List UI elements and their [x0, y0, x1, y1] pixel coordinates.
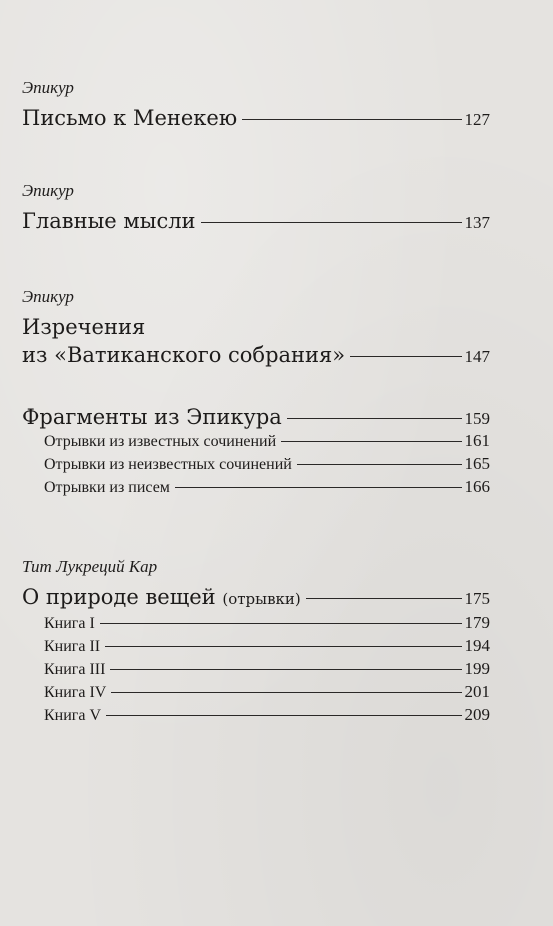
toc-subrow[interactable] [44, 454, 490, 477]
entry-title-note: (отрывки) [222, 590, 301, 608]
subentry-title: Отрывки из известных сочинений [44, 433, 277, 450]
dot-leader [201, 222, 462, 223]
entry-title: Фрагменты из Эпикура [22, 405, 282, 429]
entry-author: Эпикур [22, 78, 74, 97]
entry-title-line1: Изречения [22, 315, 146, 339]
dot-leader [111, 692, 461, 693]
dot-leader [306, 598, 462, 599]
subentry-page-number: 165 [464, 454, 490, 473]
toc-row[interactable] [22, 403, 490, 431]
subentry-title: Книга I [44, 615, 95, 632]
toc-row[interactable] [22, 583, 490, 613]
dot-leader [281, 441, 461, 442]
dot-leader [297, 464, 462, 465]
toc-entry-lucretius [22, 557, 490, 728]
entry-page-number: 137 [464, 213, 490, 232]
subentry-page-number: 166 [464, 477, 490, 496]
entry-title [22, 583, 301, 613]
dot-leader [100, 623, 462, 624]
entry-page-number: 127 [464, 110, 490, 129]
entry-page-number: 159 [464, 409, 490, 428]
toc-entry-main-thoughts [22, 181, 490, 235]
dot-leader [110, 669, 461, 670]
toc-subrow[interactable] [44, 636, 490, 659]
toc-subrow[interactable] [44, 659, 490, 682]
subentry-page-number: 179 [464, 613, 490, 632]
toc-subrow[interactable] [44, 682, 490, 705]
entry-title-line2: из «Ватиканского собрания» [22, 343, 346, 367]
toc-row[interactable] [22, 104, 490, 132]
subentry-title: Отрывки из неизвестных сочинений [44, 456, 292, 473]
toc-subrow[interactable] [44, 613, 490, 636]
dot-leader [350, 356, 461, 357]
toc-subrow[interactable] [44, 477, 490, 500]
entry-title-main: О природе вещей [22, 585, 216, 609]
entry-title: Письмо к Менекею [22, 106, 238, 130]
entry-title: Главные мысли [22, 209, 196, 233]
subentry-page-number: 199 [464, 659, 490, 678]
subentry-title: Книга III [44, 661, 106, 678]
toc-entry-sayings [22, 287, 490, 369]
toc-entry-letter [22, 78, 490, 132]
subentry-title: Книга II [44, 638, 101, 655]
entry-author: Эпикур [22, 181, 74, 200]
subentry-page-number: 161 [464, 431, 490, 450]
subentry-title: Книга IV [44, 684, 107, 701]
toc-row[interactable] [22, 207, 490, 235]
entry-author: Эпикур [22, 287, 74, 306]
entry-page-number: 175 [464, 589, 490, 608]
subentry-title: Отрывки из писем [44, 479, 170, 496]
entry-page-number: 147 [464, 347, 490, 366]
dot-leader [175, 487, 462, 488]
dot-leader [287, 418, 462, 419]
dot-leader [242, 119, 461, 120]
dot-leader [105, 646, 461, 647]
dot-leader [106, 715, 461, 716]
subentry-title: Книга V [44, 707, 102, 724]
toc-entry-fragments [22, 403, 490, 500]
toc-row[interactable] [22, 341, 490, 369]
toc-subrow[interactable] [44, 705, 490, 728]
toc-subrow[interactable] [44, 431, 490, 454]
subentry-page-number: 209 [464, 705, 490, 724]
subentry-page-number: 201 [464, 682, 490, 701]
entry-author: Тит Лукреций Кар [22, 557, 158, 576]
subentry-page-number: 194 [464, 636, 490, 655]
